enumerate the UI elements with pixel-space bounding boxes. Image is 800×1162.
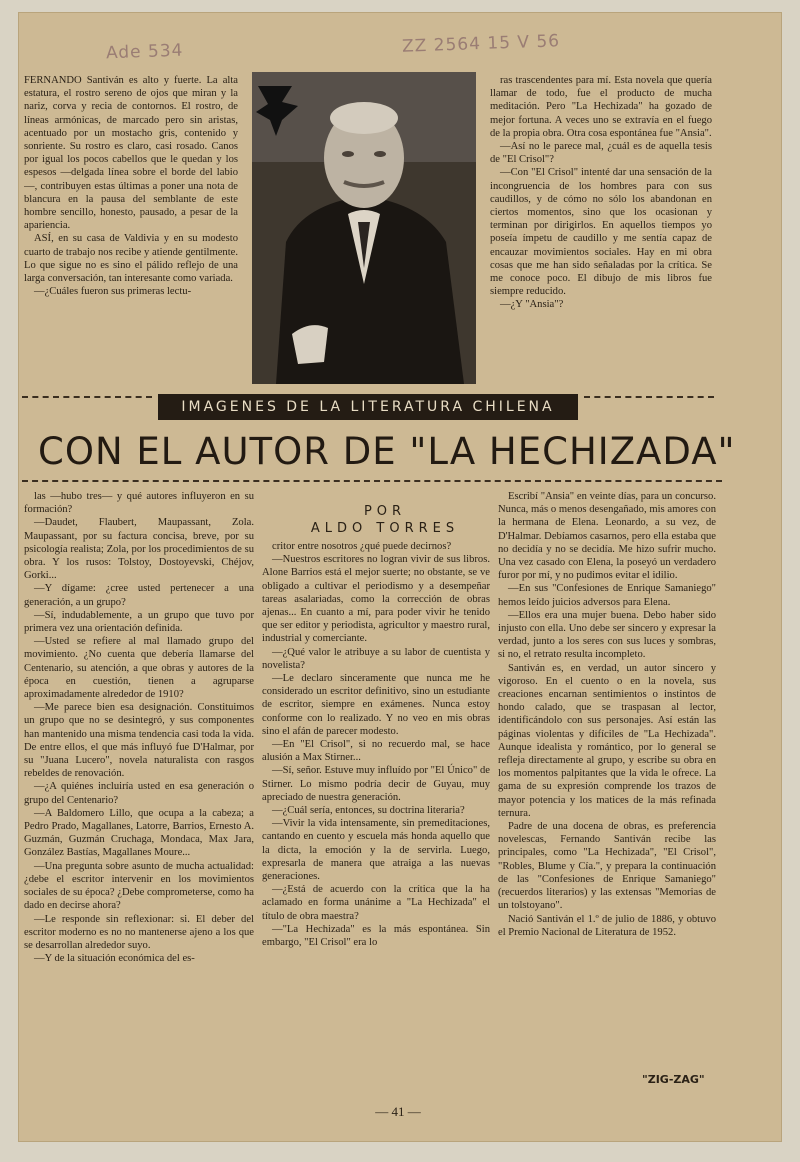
- paragraph: ASÍ, en su casa de Valdivia y en su modesto cuarto de trabajo nos recibe y atiende gentilmente. Lo que sigue no es sino el pálido reflejo de una larga conversación, tan interesante como variada.: [24, 233, 238, 285]
- paragraph: —En sus "Confesiones de Enrique Samaniego" hemos leído juicios adversos para Elena.: [498, 583, 716, 608]
- section-banner: IMAGENES DE LA LITERATURA CHILENA: [158, 394, 578, 420]
- paragraph: las —hubo tres— y qué autores influyeron en su formación?: [24, 491, 254, 516]
- paragraph: Padre de una docena de obras, es preferencia novelescas, Fernando Santiván recibe las principales, como "La Hechizada", "El Crisol", "Robles, Blume y Cía.", y prepara la continuación de las "Confesiones de Enrique Samaniego" (recuerdos literarios) y las extensas "Memorias de un tolstoyano".: [498, 821, 716, 912]
- bottom-column-right: [498, 490, 716, 1068]
- source-credit: "ZIG-ZAG": [642, 1073, 705, 1086]
- newspaper-clipping: [18, 12, 782, 1142]
- paragraph: —Y de la situación económica del es-: [34, 953, 195, 965]
- paragraph: —Sí, señor. Estuve muy influído por "El Único" de Stirner. Lo mismo podría decir de Guyau, muy apreciado de nuestra generación.: [262, 765, 490, 803]
- top-column-right: [490, 74, 712, 380]
- paragraph: —Con "El Crisol" intenté dar una sensación de la incongruencia de los hombres para con sus caudillos, y de cómo no sólo los abandonan en ciertos momentos, sino que los ocasionan y terminan por dirigirlos. En aquellos tiempos yo poseía ímpetu de caudillo y me sentía capaz de encauzar movimientos sociales. Hay en mi obra cosas que me han sido señaladas por la crítica. Se me conoce poco. El dibujo de mis libros fue siempre reducido.: [490, 167, 712, 298]
- byline-por: POR: [363, 504, 407, 519]
- paragraph: —"La Hechizada" es la más espontánea. Sin embargo, "El Crisol" era lo: [262, 923, 490, 949]
- paragraph: Santiván es, en verdad, un autor sincero y vigoroso. En el cuento o en la novela, sus creaciones encarnan sentimientos o instintos de hondo calado, que se traspasan al lector, identificándolo con sus personajes. Así están las páginas violentas y difíciles de "La Hechizada". Aunque idealista y romántico, por lo general se refleja directamente al grupo, y escribe su obra en los momentos palpitantes que la vida le ofrece. La gama de su expresión comprende los trazos de mayor potencia y los matices de la más refinada ternura.: [498, 662, 716, 819]
- divider-rule: [22, 476, 722, 486]
- paragraph: FERNANDO Santiván es alto y fuerte. La alta estatura, el rostro sereno de ojos que miran y la nariz, corva y recia de contornos. El rostro, de líneas armónicas, de marcado pero sin aristas, acentuado por un mostacho gris, contenido y sonriente. Su rostro es claro, casi rosado. Canos por igual los pocos cabellos que le quedan y los espesos —delgada línea sobre el borde del labio—, contribuyen estas últimas a poner una nota de blancura en la pausa del semblante de este hombre sencillo, honesto, pausado, a pesar de la apariencia.: [24, 75, 238, 232]
- paragraph: critor entre nosotros ¿qué puede decirnos?: [272, 541, 452, 552]
- archive-mark-left: Ade 534: [105, 40, 184, 64]
- paragraph: —Y dígame: ¿cree usted pertenecer a una generación, a un grupo?: [24, 583, 254, 608]
- paragraph: —¿Qué valor le atribuye a su labor de cuentista y novelista?: [262, 646, 490, 671]
- byline: [280, 503, 490, 537]
- paragraph: —¿A quiénes incluiría usted en esa generación o grupo del Centenario?: [24, 781, 254, 806]
- bottom-column-left: [24, 490, 254, 1090]
- divider-rule: [584, 392, 714, 402]
- paragraph: —A Baldomero Lillo, que ocupa a la cabeza; a Pedro Prado, Magallanes, Latorre, Barrios, Ernesto A. Guzmán, Guzmán Cruchaga, Mondaca, Max Jara, González Bastías, Magallanes Moure...: [24, 807, 254, 859]
- paragraph: —Sí, indudablemente, a un grupo que tuvo por primera vez una orientación definida.: [24, 609, 254, 635]
- top-column-left: [24, 74, 238, 384]
- paragraph: —Le declaro sinceramente que nunca me he considerado un escritor definitivo, sino un estudiante de escritor, siempre en exámenes. Nunca estoy conforme con lo realizado. Y no veo en mis obras sino el afán de parecer modesto.: [262, 673, 490, 737]
- paragraph: —Nuestros escritores no logran vivir de sus libros. Alone Barrios está el mejor suerte; no obstante, se ve obligado a cultivar el periodismo y a desempeñar tareas asalariadas, como la corrección de obras ajenas... En cuanto a mí, para poder vivir he tenido que ser editor y periodista, agricultor y maestro rural, industrial y comerciante.: [262, 554, 490, 645]
- paragraph: —Vivir la vida intensamente, sin premeditaciones, cantando en cuento y escuela más honda aquello que la dicta, la emoción y la de servirla. Luego, expresarla de manera que atraiga a las nuevas generaciones.: [262, 818, 490, 883]
- paragraph: —Ellos era una mujer buena. Debo haber sido injusto con ella. Uno debe ser sincero y expresar la verdad, junto a los seres con sus luces y sombras, si no, el retrato resulta incompleto.: [498, 609, 716, 661]
- paragraph: ras trascendentes para mí. Esta novela que quería llamar de todo, fue el producto de mucha meditación. Pero "La Hechizada" ha gozado de mejor fortuna. A veces uno se extravía en el fuego de la propia obra. Otra cosa espontánea fue "Ansia".: [490, 75, 712, 139]
- paragraph: —Una pregunta sobre asunto de mucha actualidad: ¿debe el escritor intervenir en los movimientos sociales de su época? ¿Debe comprometerse, como ha dado en decirse ahora?: [24, 860, 254, 912]
- byline-author: ALDO TORRES: [310, 521, 460, 536]
- bottom-column-middle: [262, 540, 490, 1088]
- paragraph: —¿Y "Ansia"?: [500, 299, 564, 311]
- paragraph: —En "El Crisol", si no recuerdo mal, se hace alusión a Max Stirner...: [262, 739, 490, 764]
- paragraph: Nació Santiván el 1.º de julio de 1886, y obtuvo el Premio Nacional de Literatura de 1952.: [498, 913, 716, 938]
- paragraph: —¿Está de acuerdo con la crítica que la ha aclamado en forma unánime a "La Hechizada" el título de obra maestra?: [262, 884, 490, 922]
- paragraph: Escribí "Ansia" en veinte días, para un concurso. Nunca, más o menos desengañado, mis amores con la hermana de Elena. Leonardo, a su vez, de D'Halmar. Debíamos casarnos, pero ella estaba que no decidía y no se decidía. Me hizo sufrir mucho. Una vez casado con Elena, la poseyó un verdadero furor por mí, y no pudimos evitar el idilio.: [498, 491, 716, 582]
- paragraph: —¿Cuáles fueron sus primeras lectu-: [34, 286, 192, 298]
- author-portrait-icon: [252, 72, 476, 384]
- article-title: CON EL AUTOR DE "LA HECHIZADA": [38, 430, 736, 473]
- archive-mark-right: ZZ 2564 15 V 56: [401, 31, 561, 57]
- paragraph: —¿Cuál sería, entonces, su doctrina literaria?: [272, 805, 465, 817]
- paragraph: —Usted se refiere al mal llamado grupo del movimiento. ¿No cuenta que debería llamarse del Centenario, su atención, a que obras y autores de la época en cuestión, tienen a agruparse aproximadamente alrededor de 1910?: [24, 636, 254, 701]
- paragraph: —Me parece bien esa designación. Constituimos un grupo que no se desintegró, y sus componentes han mantenido una misma tendencia casi toda la vida. De entre ellos, el que más influyó fue D'Halmar, por su "Juana Lucero", novela naturalista con rasgos rebeldes de renovación.: [24, 702, 254, 780]
- page-number: — 41 —: [375, 1104, 421, 1119]
- paragraph: —Daudet, Flaubert, Maupassant, Zola. Maupassant, por su factura concisa, breve, por su psicología realista; Zola, por los procedimientos de su obra. Y los rusos: Tolstoy, Dostoyevski, Chéjov, Gorki...: [24, 517, 254, 582]
- divider-rule: [22, 392, 152, 402]
- paragraph: —Le responde sin reflexionar: si. El deber del escritor moderno es no no mantenerse ajeno a los que se desarrollan alrededor suyo.: [24, 913, 254, 951]
- author-photo: [252, 72, 476, 384]
- paragraph: —Así no le parece mal, ¿cuál es de aquella tesis de "El Crisol"?: [490, 141, 712, 166]
